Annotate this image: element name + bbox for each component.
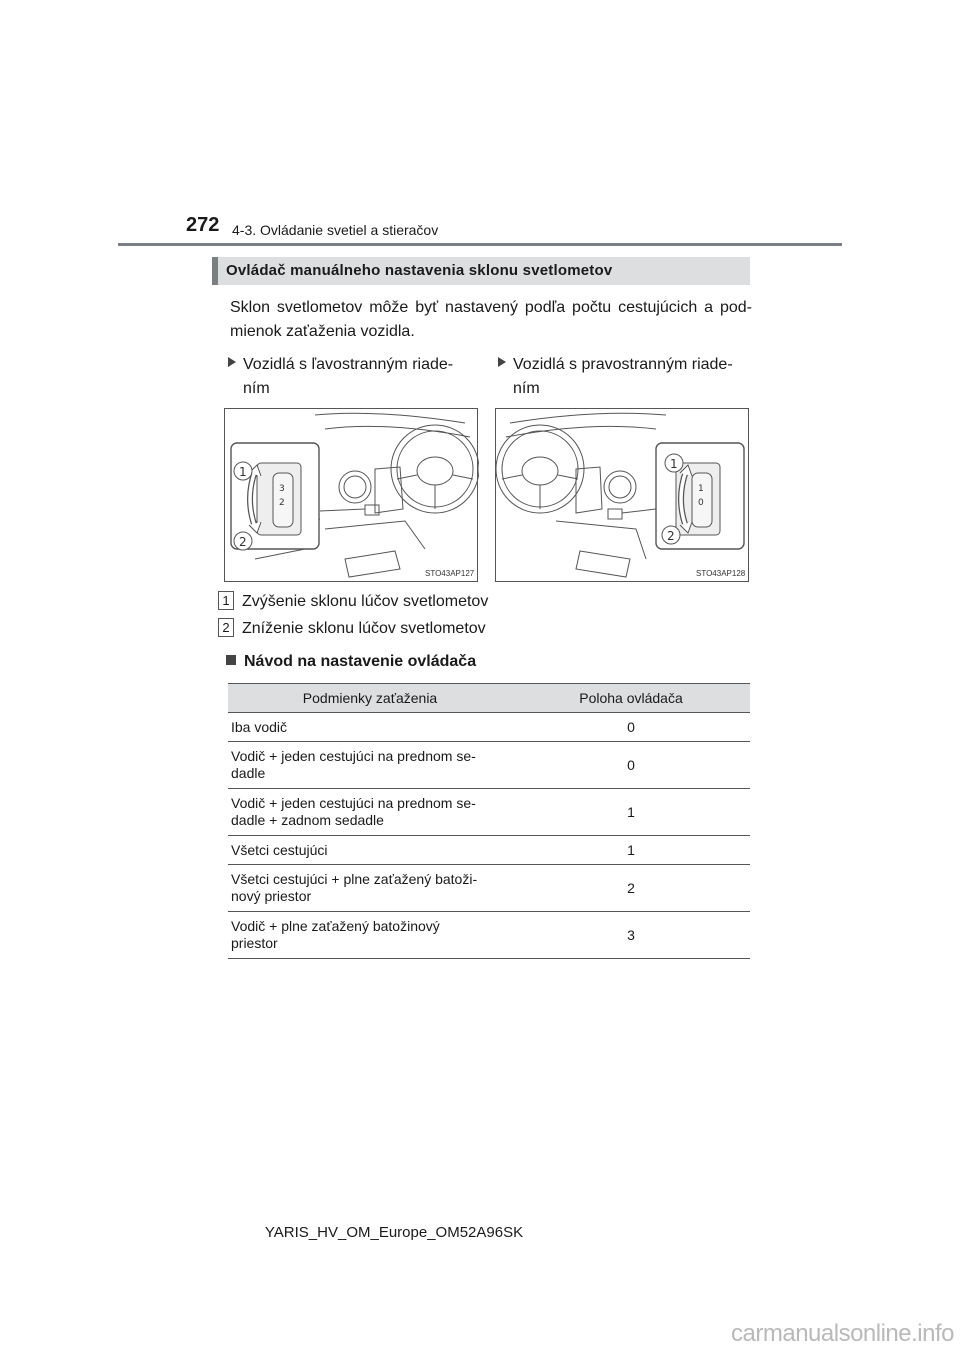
intro-paragraph: Sklon svetlometov môže byť nastavený podľa počtu cestujúcich a pod-mienok zaťaženia vozidla. xyxy=(230,299,752,340)
vehicle-left-line2: ním xyxy=(243,380,270,397)
callout-1-right: 1 xyxy=(670,457,678,471)
figure-left-hand-drive xyxy=(224,408,478,582)
subsection-accent xyxy=(212,257,218,285)
header-load-condition: Podmienky zaťaženia xyxy=(228,684,512,713)
legend-number-1: 1 xyxy=(218,591,234,610)
position-cell: 3 xyxy=(512,912,750,959)
position-cell: 1 xyxy=(512,789,750,836)
vehicle-right-line1: Vozidlá s pravostranným riade- xyxy=(513,356,733,373)
dashboard-illustration-left xyxy=(225,409,479,583)
table-row xyxy=(228,713,750,742)
condition-cell: Iba vodič xyxy=(228,713,512,742)
vehicle-left-line1: Vozidlá s ľavostranným riade- xyxy=(243,356,454,373)
condition-cell: Vodič + plne zaťažený batožinový priestor xyxy=(228,912,512,959)
square-bullet-icon xyxy=(226,655,236,665)
section-title: 4-3. Ovládanie svetiel a stieračov xyxy=(232,222,439,238)
table-header-row xyxy=(228,684,750,713)
load-settings-table xyxy=(228,683,750,959)
table-row xyxy=(228,865,750,912)
condition-cell: Všetci cestujúci xyxy=(228,836,512,865)
page-number: 272 xyxy=(186,214,220,236)
position-cell: 2 xyxy=(512,865,750,912)
guide-heading xyxy=(226,653,476,671)
figure-code-right: STO43AP128 xyxy=(696,569,746,578)
table-row xyxy=(228,836,750,865)
subsection-title: Ovládač manuálneho nastavenia sklonu svetlometov xyxy=(226,262,613,279)
legend-item-2 xyxy=(218,618,486,638)
position-cell: 1 xyxy=(512,836,750,865)
table-row xyxy=(228,789,750,836)
table-row xyxy=(228,742,750,789)
header-dial-position: Poloha ovládača xyxy=(512,684,750,713)
condition-cell: Vodič + jeden cestujúci na prednom se- dadle + zadnom sedadle xyxy=(228,789,512,836)
condition-cell: Vodič + jeden cestujúci na prednom se- dadle xyxy=(228,742,512,789)
callout-1-left: 1 xyxy=(239,465,247,479)
dial-mark-0: 0 xyxy=(698,498,704,508)
dial-mark-3: 3 xyxy=(279,484,285,494)
legend-item-1 xyxy=(218,591,488,611)
dial-mark-2: 2 xyxy=(279,498,285,508)
watermark: carmanualsonline.info xyxy=(731,1320,954,1347)
triangle-bullet-icon xyxy=(228,357,236,367)
position-cell: 0 xyxy=(512,742,750,789)
legend-text-2: Zníženie sklonu lúčov svetlometov xyxy=(242,620,486,637)
callout-2-right: 2 xyxy=(667,529,675,543)
vehicle-type-right-hand xyxy=(498,353,754,401)
position-cell: 0 xyxy=(512,713,750,742)
dial-mark-1: 1 xyxy=(698,484,704,494)
legend-text-1: Zvýšenie sklonu lúčov svetlometov xyxy=(242,593,489,610)
condition-cell: Všetci cestujúci + plne zaťažený batoži- nový priestor xyxy=(228,865,512,912)
subsection-heading xyxy=(212,257,750,285)
legend-number-2: 2 xyxy=(218,618,234,637)
footer xyxy=(0,1224,960,1241)
vehicle-right-line2: ním xyxy=(513,380,540,397)
guide-heading-text: Návod na nastavenie ovládača xyxy=(244,653,477,670)
figure-code-left: STO43AP127 xyxy=(425,569,475,578)
vehicle-type-left-hand xyxy=(228,353,478,401)
table-row xyxy=(228,912,750,959)
header-rule xyxy=(118,243,842,246)
footer-doc-code: YARIS_HV_OM_Europe_OM52A96SK xyxy=(264,1224,524,1241)
callout-2-left: 2 xyxy=(239,535,247,549)
dashboard-illustration-right xyxy=(496,409,750,583)
figure-right-hand-drive xyxy=(495,408,749,582)
triangle-bullet-icon xyxy=(498,357,506,367)
